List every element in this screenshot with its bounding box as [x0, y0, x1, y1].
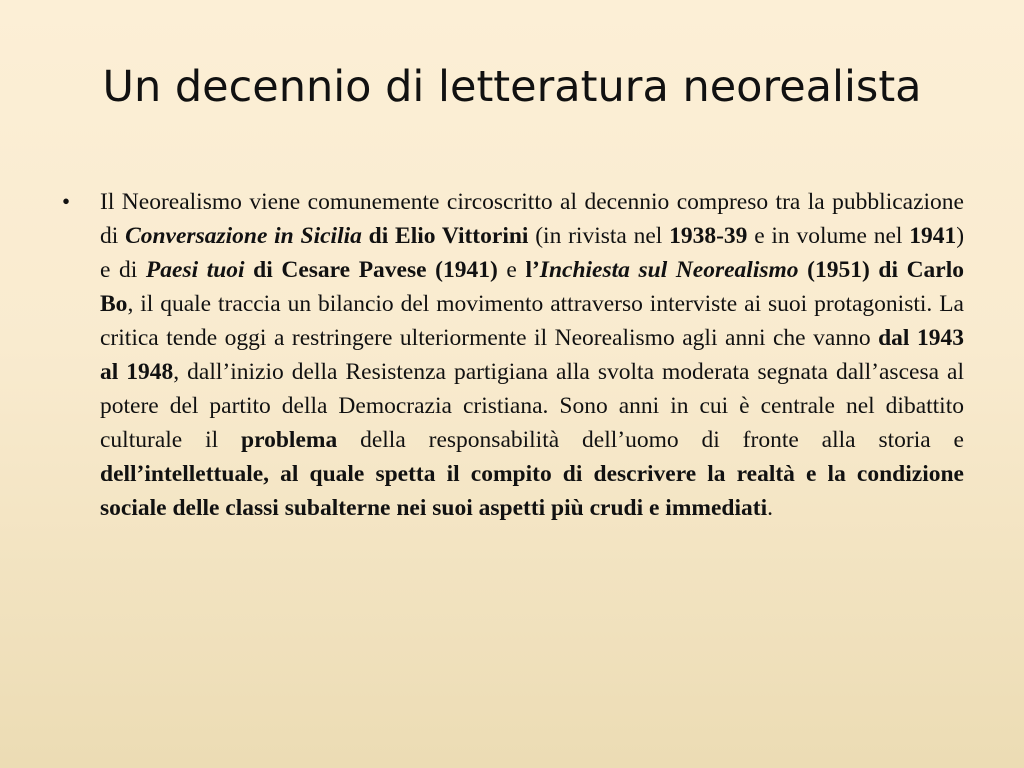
year-1941: 1941: [909, 223, 957, 249]
text-segment: .: [767, 495, 773, 521]
period-1943-1948: dal 1943 al 1948: [100, 325, 964, 385]
text-segment: della responsabilità dell’uomo di fronte alla storia e: [337, 427, 964, 453]
article-l: l’: [525, 257, 540, 283]
book-title-paesi-tuoi: Paesi tuoi: [145, 257, 245, 283]
bullet-icon: •: [62, 189, 71, 214]
slide-content: [62, 185, 964, 525]
bullet-item: [62, 185, 964, 525]
text-segment: e in volume nel: [747, 223, 910, 249]
year-1938-39: 1938-39: [669, 223, 748, 249]
text-segment: ) e di: [100, 223, 965, 283]
author-bo: (1951) di Carlo Bo: [100, 257, 965, 317]
book-title-conversazione: Conversazione in Sicilia: [125, 223, 362, 249]
bullet-paragraph: [100, 185, 964, 525]
text-segment: e: [497, 257, 526, 283]
text-segment: (in rivista nel: [528, 223, 670, 249]
slide-title: Un decennio di letteratura neorealista: [102, 62, 922, 112]
text-segment: , dall’inizio della Resistenza partigiana alla svolta moderata segnata dall’ascesa al potere del partito della Democrazia cristiana. Sono anni in cui è centrale nel dibattito culturale il: [100, 359, 964, 453]
book-title-inchiesta: Inchiesta sul Neorealismo: [539, 257, 799, 283]
keyword-problema: problema: [241, 427, 338, 453]
author-vittorini: di Elio Vittorini: [361, 223, 529, 249]
text-segment: Il Neorealismo viene comunemente circoscritto al decennio compreso tra la pubblicazione di: [100, 189, 964, 249]
key-statement-intellettuale: dell’intellettuale, al quale spetta il compito di descrivere la realtà e la condizione sociale delle classi subalterne nei suoi aspetti più crudi e immediati: [100, 461, 964, 521]
text-segment: , il quale traccia un bilancio del movimento attraverso interviste ai suoi protagonisti. La critica tende oggi a restringere ulteriormente il Neorealismo agli anni che vanno: [100, 291, 964, 351]
author-pavese: di Cesare Pavese (1941): [244, 257, 498, 283]
